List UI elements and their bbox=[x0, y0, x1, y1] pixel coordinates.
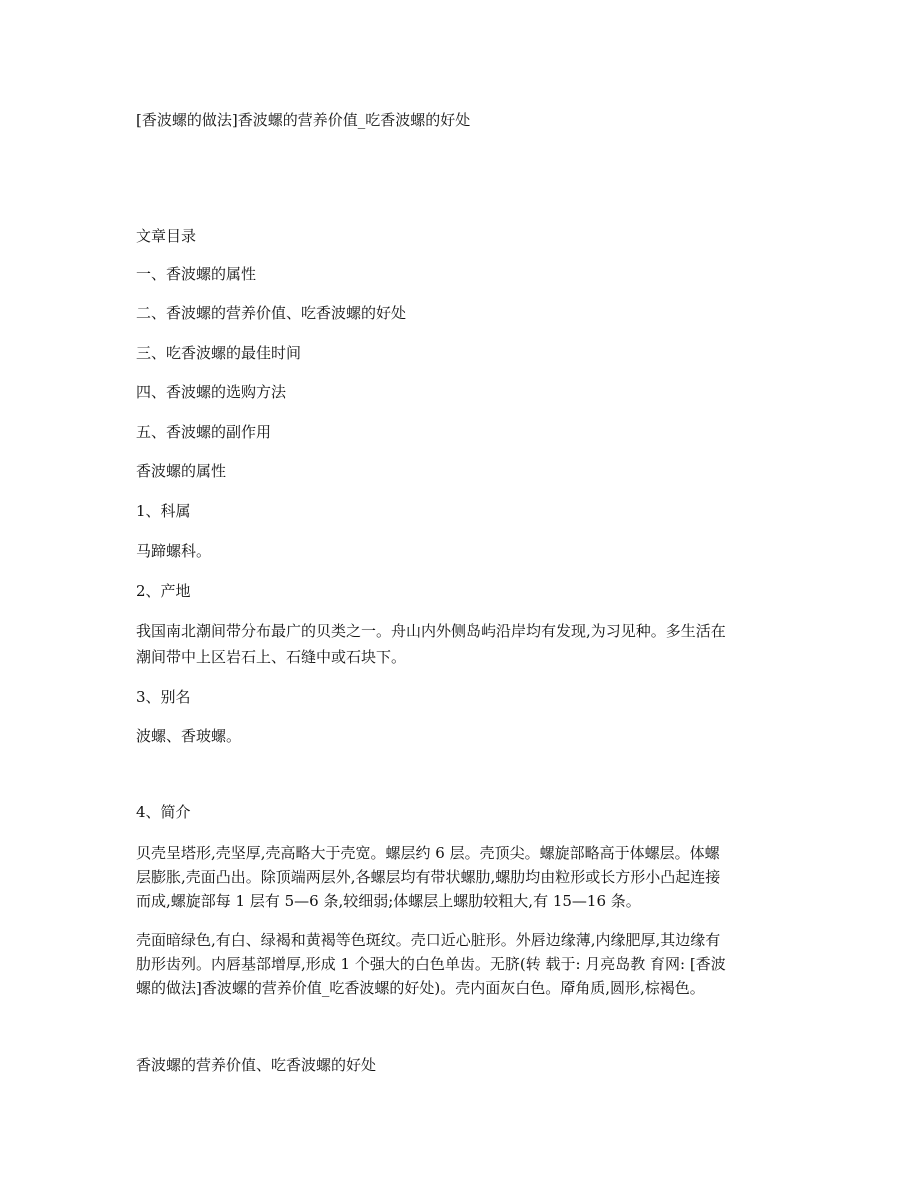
paragraph-line: 层膨胀,壳面凸出。除顶端两层外,各螺层均有带状螺肋,螺肋均由粒形或长方形小凸起连接 bbox=[136, 868, 721, 886]
paragraph-line: 贝壳呈塔形,壳坚厚,壳高略大于壳宽。螺层约 6 层。壳顶尖。螺旋部略高于体螺层。体螺 bbox=[136, 844, 720, 862]
toc-item[interactable]: 三、吃香波螺的最佳时间 bbox=[136, 344, 302, 362]
document-title: [香波螺的做法]香波螺的营养价值_吃香波螺的好处 bbox=[136, 111, 471, 129]
paragraph: 波螺、香玻螺。 bbox=[136, 727, 242, 745]
toc-heading: 文章目录 bbox=[136, 227, 197, 245]
section-heading: 香波螺的营养价值、吃香波螺的好处 bbox=[136, 1056, 377, 1074]
toc-item[interactable]: 一、香波螺的属性 bbox=[136, 265, 257, 283]
subsection-title: 4、简介 bbox=[136, 803, 191, 821]
paragraph-line: 而成,螺旋部每 1 层有 5—6 条,较细弱;体螺层上螺肋较粗大,有 15—16 条。 bbox=[136, 892, 641, 910]
subsection-title: 1、科属 bbox=[136, 502, 191, 520]
toc-item[interactable]: 二、香波螺的营养价值、吃香波螺的好处 bbox=[136, 304, 407, 322]
toc-item[interactable]: 四、香波螺的选购方法 bbox=[136, 383, 287, 401]
paragraph-line: 潮间带中上区岩石上、石缝中或石块下。 bbox=[136, 648, 407, 666]
paragraph: 马蹄螺科。 bbox=[136, 542, 212, 560]
paragraph-line: 肋形齿列。内唇基部增厚,形成 1 个强大的白色单齿。无脐(转 载于: 月亮岛教 育网: [香波 bbox=[136, 955, 726, 973]
paragraph-line: 壳面暗绿色,有白、绿褐和黄褐等色斑纹。壳口近心脏形。外唇边缘薄,内缘肥厚,其边缘有 bbox=[136, 931, 721, 949]
paragraph-line: 螺的做法]香波螺的营养价值_吃香波螺的好处)。壳内面灰白色。厣角质,圆形,棕褐色。 bbox=[136, 979, 705, 997]
paragraph-line: 我国南北潮间带分布最广的贝类之一。舟山内外侧岛屿沿岸均有发现,为习见种。多生活在 bbox=[136, 622, 726, 640]
subsection-title: 2、产地 bbox=[136, 582, 191, 600]
toc-item[interactable]: 五、香波螺的副作用 bbox=[136, 423, 272, 441]
subsection-title: 3、别名 bbox=[136, 688, 191, 706]
section-heading: 香波螺的属性 bbox=[136, 462, 227, 480]
